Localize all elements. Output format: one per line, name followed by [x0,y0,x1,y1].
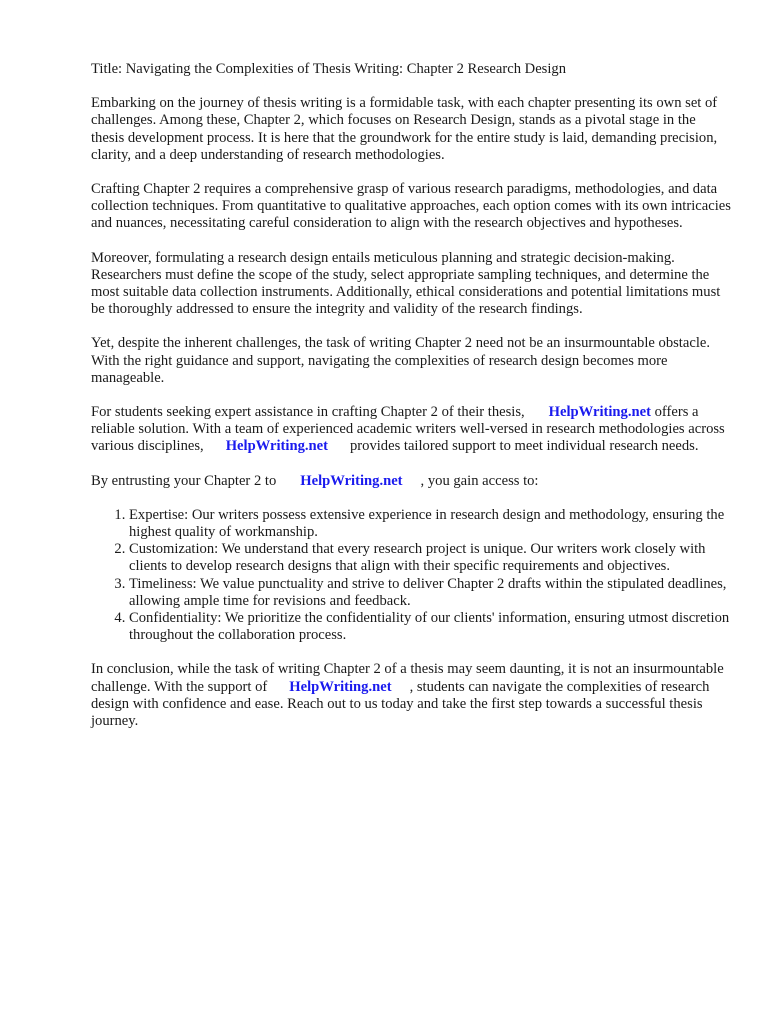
paragraph-entrust [91,473,731,490]
benefits-list [91,507,731,645]
helpwriting-link-2[interactable]: HelpWriting.net [225,438,328,455]
list-item-confidentiality: 4. Confidentiality: We prioritize the confidentiality of our clients' information, ensuring utmost discretion throughout the collaboration process. [129,610,731,644]
paragraph-moreover: Moreover, formulating a research design entails meticulous planning and strategic decision-making. Researchers must define the scope of the study, select appropriate sampling techniques, and determine the most suitable data collection instruments. Additionally, ethical considerations and potential limitations must be thoroughly addressed to ensure the integrity and validity of the research findings. [91,249,721,318]
entrust-text-1: By entrusting your Chapter 2 to [91,472,277,489]
list-item-expertise: 1. Expertise: Our writers possess extensive experience in research design and methodology, ensuring the highest quality of workmanship. [129,507,731,541]
assistance-text-3: provides tailored support to meet individual research needs. [349,438,699,455]
paragraph-conclusion [91,661,731,730]
helpwriting-link-3[interactable]: HelpWriting.net [300,472,403,489]
paragraph-crafting: Crafting Chapter 2 requires a comprehensive grasp of various research paradigms, methodologies, and data collection techniques. From quantitative to qualitative approaches, each option comes with its own intricacies and nuances, necessitating careful consideration to align with the research objectives and hypotheses. [91,181,731,232]
paragraph-intro: Embarking on the journey of thesis writing is a formidable task, with each chapter presenting its own set of challenges. Among these, Chapter 2, which focuses on Research Design, stands as a pivotal stage in the thesis development process. It is here that the groundwork for the entire study is laid, demanding precision, clarity, and a deep understanding of research methodologies. [91,95,718,163]
helpwriting-link-4[interactable]: HelpWriting.net [289,678,392,695]
list-item-timeliness: 3. Timeliness: We value punctuality and strive to deliver Chapter 2 drafts within the stipulated deadlines, allowing ample time for revisions and feedback. [129,576,731,610]
paragraph-assistance [91,404,731,456]
list-item-customization: 2. Customization: We understand that every research project is unique. Our writers work closely with clients to develop research designs that align with their specific requirements and objectives. [129,541,731,575]
conclusion-text-1: In conclusion, while the task of writing Chapter 2 of a thesis may seem daunting, it is not an insurmountable challenge. With the support of [91,661,724,695]
conclusion-text-2: , students can navigate the complexities of research design with confidence and ease. Reach out to us today and take the first step towards a successful thesis journey. [91,678,710,730]
assistance-text-2: offers a reliable solution. With a team of experienced academic writers well-versed in research methodologies across various disciplines, [91,404,725,455]
entrust-text-2: , you gain access to: [420,472,539,489]
document-page [91,61,731,747]
helpwriting-link-1[interactable]: HelpWriting.net [548,404,651,421]
assistance-text-1: For students seeking expert assistance in crafting Chapter 2 of their thesis, [91,404,525,421]
document-title: Title: Navigating the Complexities of Thesis Writing: Chapter 2 Research Design [91,61,566,77]
paragraph-yet: Yet, despite the inherent challenges, the task of writing Chapter 2 need not be an insurmountable obstacle. With the right guidance and support, navigating the complexities of research design becomes more manageable. [91,335,710,386]
